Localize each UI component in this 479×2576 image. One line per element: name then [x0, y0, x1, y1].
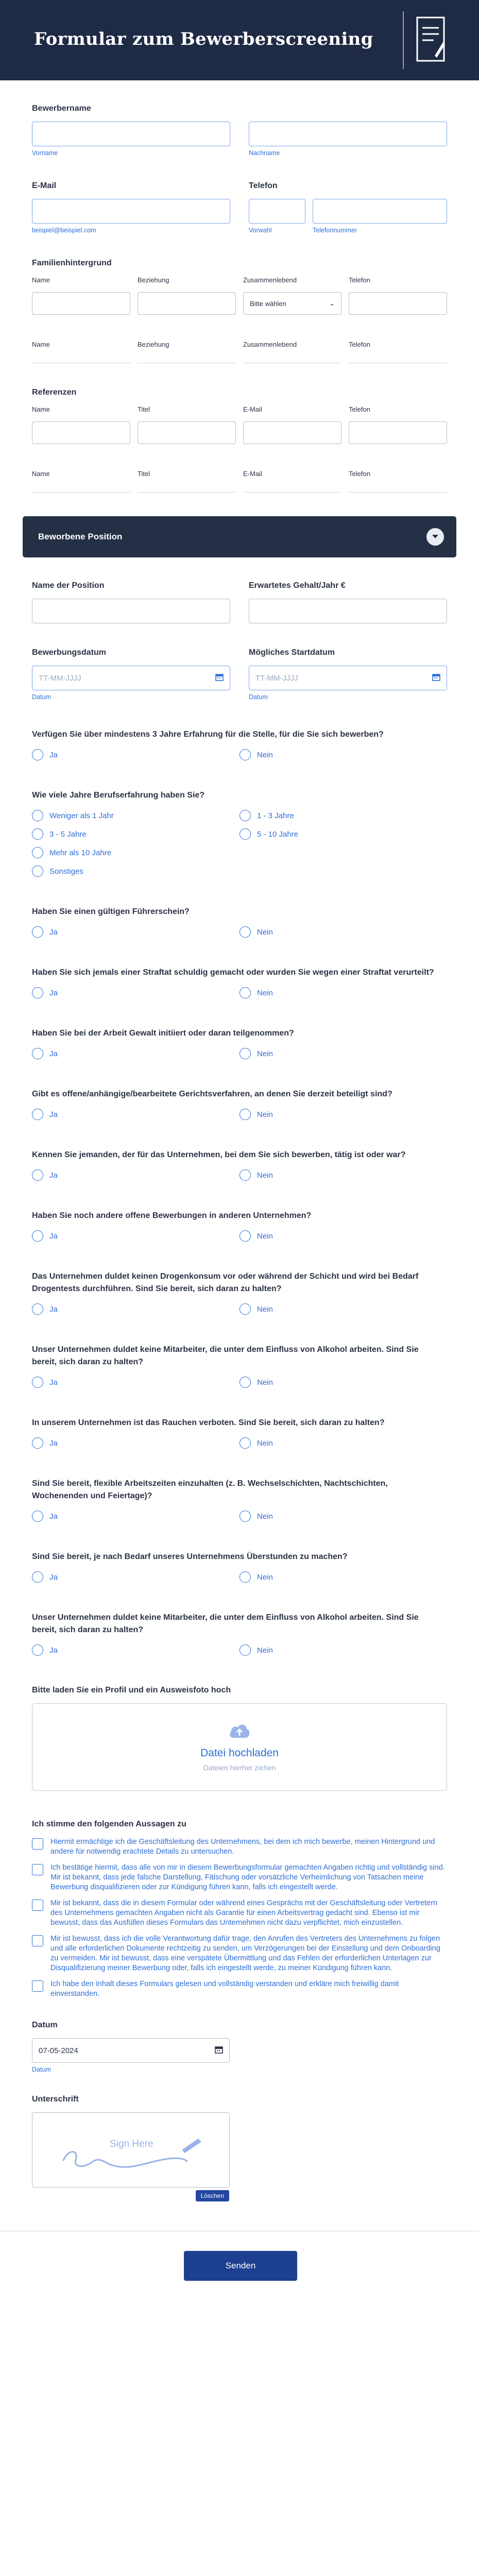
- last-name-sublabel: Nachname: [249, 149, 280, 157]
- radio-no-label: Nein: [257, 1512, 273, 1521]
- collapse-toggle-icon[interactable]: [426, 528, 444, 546]
- ref-col-email: E-Mail: [243, 405, 262, 413]
- radio-circle[interactable]: [239, 1645, 251, 1656]
- radio-circle[interactable]: [239, 1571, 251, 1583]
- family-col-living: Zusammenlebend: [243, 276, 297, 284]
- radio-circle[interactable]: [239, 926, 251, 938]
- family-phone-input[interactable]: [349, 292, 447, 315]
- radio-no-label: Nein: [257, 750, 273, 759]
- radio-no[interactable]: [239, 1048, 447, 1059]
- question-alcohol-policy: [32, 1344, 447, 1388]
- family-row2-phone-label: Telefon: [349, 341, 370, 348]
- question-text: Haben Sie sich jemals einer Straftat schuldig gemacht oder wurden Sie wegen einer Straftat verurteilt?: [32, 968, 434, 977]
- radio-yes[interactable]: [32, 1437, 239, 1449]
- radio-circle[interactable]: [239, 1377, 251, 1388]
- ref-phone-input[interactable]: [349, 421, 447, 444]
- signature-placeholder: Sign Here: [110, 2139, 153, 2149]
- radio-yes[interactable]: [32, 1377, 239, 1388]
- radio-circle[interactable]: [239, 1303, 251, 1315]
- radio-circle[interactable]: [32, 1170, 43, 1181]
- last-name-input[interactable]: [249, 122, 447, 146]
- radio-yes-label: Ja: [49, 988, 58, 997]
- phone-number-input[interactable]: [313, 199, 447, 224]
- document-icon: [403, 11, 456, 69]
- ref-row2-phone[interactable]: [349, 470, 447, 493]
- radio-no[interactable]: [239, 749, 447, 760]
- radio-circle[interactable]: [239, 1230, 251, 1242]
- radio-circle[interactable]: [32, 1109, 43, 1120]
- calendar-icon[interactable]: [432, 673, 440, 683]
- agreement-item[interactable]: [32, 1899, 447, 1928]
- signature-placeholder-graphic: [32, 2113, 230, 2188]
- applicant-name-field: [32, 103, 447, 157]
- question-text: Haben Sie noch andere offene Bewerbungen in anderen Unternehmen?: [32, 1211, 312, 1220]
- radio-no-label: Nein: [257, 1304, 273, 1314]
- radio-circle[interactable]: [32, 1303, 43, 1315]
- radio-yes-label: Ja: [49, 1110, 58, 1119]
- upload-label: Bitte laden Sie ein Profil und ein Ausweisfoto hoch: [32, 1686, 231, 1694]
- family-row2-name[interactable]: [32, 341, 130, 363]
- agreement-text: Hiermit ermächtige ich die Geschäftsleitung des Unternehmens, bei dem ich mich bewerbe, meinen Hintergrund und andere für notwendig erachtete Details zu untersuchen.: [50, 1838, 435, 1856]
- radio-circle[interactable]: [32, 987, 43, 998]
- radio-circle[interactable]: [239, 810, 251, 821]
- radio-circle[interactable]: [32, 1645, 43, 1656]
- radio-yes[interactable]: [32, 987, 239, 998]
- ref-row2-title[interactable]: [138, 470, 236, 493]
- radio-yes[interactable]: [32, 1571, 239, 1583]
- submit-button[interactable]: Senden: [184, 2251, 297, 2281]
- radio-no-label: Nein: [257, 988, 273, 997]
- radio-exp-1[interactable]: [239, 810, 447, 821]
- area-code-sublabel: Vorwahl: [249, 227, 272, 234]
- radio-yes-label: Ja: [49, 927, 58, 937]
- checkbox[interactable]: [32, 1980, 43, 1992]
- question-text: Das Unternehmen duldet keinen Drogenkonsum vor oder während der Schicht und wird bei Bedarf Drogentests durchführen. Sind Sie bereit, sich daran zu halten?: [32, 1272, 419, 1293]
- salary-input[interactable]: [249, 599, 447, 623]
- signature-pad[interactable]: [32, 2112, 230, 2199]
- family-name-input[interactable]: [32, 292, 130, 315]
- family-row2-name-label: Name: [32, 341, 50, 348]
- radio-circle[interactable]: [239, 1170, 251, 1181]
- agreement-text: Ich bestätige hiermit, dass alle von mir in diesem Bewerbungsformular gemachten Angaben richtig und vollständig sind. Mir ist bekannt, dass jede falsche Darstellung, Fälschung oder vorsätzliche Verheimlichung von Tatsachen meine Bewerbung disqualifizieren oder zur Kündigung führen kann, falls ich eingestellt werde.: [50, 1863, 445, 1891]
- question-drivers-license: [32, 906, 447, 938]
- question-text: Unser Unternehmen duldet keine Mitarbeiter, die unter dem Einfluss von Alkohol arbeiten. Sind Sie bereit, sich daran zu halten?: [32, 1613, 419, 1634]
- radio-circle[interactable]: [239, 1511, 251, 1522]
- position-fields: [32, 580, 447, 623]
- question-known-employees: [32, 1149, 447, 1181]
- radio-circle[interactable]: [32, 1230, 43, 1242]
- family-background-table: [32, 258, 447, 363]
- question-text: Haben Sie einen gültigen Führerschein?: [32, 907, 190, 916]
- clear-signature-button[interactable]: Löschen: [196, 2190, 229, 2201]
- radio-no-label: Nein: [257, 927, 273, 937]
- question-overtime: [32, 1551, 447, 1583]
- radio-yes[interactable]: [32, 1048, 239, 1059]
- radio-no[interactable]: [239, 1303, 447, 1315]
- question-text: Verfügen Sie über mindestens 3 Jahre Erfahrung für die Stelle, für die Sie sich bewerben?: [32, 730, 384, 739]
- radio-circle[interactable]: [32, 1571, 43, 1583]
- question-text: Kennen Sie jemanden, der für das Unternehmen, bei dem Sie sich bewerben, tätig ist oder war?: [32, 1150, 406, 1159]
- email-input[interactable]: [32, 199, 230, 224]
- radio-yes[interactable]: [32, 1109, 239, 1120]
- radio-yes-label: Ja: [49, 1171, 58, 1180]
- question-flexible-hours: [32, 1478, 447, 1522]
- radio-exp-5-label: Sonstiges: [49, 867, 83, 876]
- question-text: In unserem Unternehmen ist das Rauchen verboten. Sind Sie bereit, sich daran zu halten?: [32, 1418, 385, 1427]
- radio-yes[interactable]: [32, 1303, 239, 1315]
- calendar-icon[interactable]: [215, 673, 224, 683]
- family-background-label: Familienhintergrund: [32, 259, 112, 267]
- radio-exp-1-label: 1 - 3 Jahre: [257, 811, 294, 820]
- checkbox[interactable]: [32, 1900, 43, 1911]
- radio-exp-5[interactable]: [32, 866, 239, 877]
- position-section-title: Beworbene Position: [38, 532, 123, 541]
- checkbox[interactable]: [32, 1864, 43, 1875]
- question-court-proceedings: [32, 1088, 447, 1120]
- radio-yes-label: Ja: [49, 1304, 58, 1314]
- ref-col-phone: Telefon: [349, 405, 370, 413]
- chevron-down-icon: ⌄: [329, 299, 335, 307]
- radio-yes-label: Ja: [49, 1512, 58, 1521]
- radio-exp-4-label: Mehr als 10 Jahre: [49, 848, 112, 857]
- radio-no-label: Nein: [257, 1171, 273, 1180]
- radio-circle[interactable]: [32, 749, 43, 760]
- radio-circle[interactable]: [32, 926, 43, 938]
- radio-circle[interactable]: [32, 828, 43, 840]
- question-text: Sind Sie bereit, flexible Arbeitszeiten einzuhalten (z. B. Wechselschichten, Nachtschichten, Wochenenden und Feiertage)?: [32, 1479, 388, 1500]
- question-text: Wie viele Jahre Berufserfahrung haben Sie?: [32, 791, 205, 800]
- radio-circle[interactable]: [239, 1109, 251, 1120]
- radio-yes-label: Ja: [49, 1378, 58, 1387]
- radio-yes-label: Ja: [49, 1646, 58, 1655]
- radio-yes-label: Ja: [49, 1049, 58, 1058]
- radio-no-label: Nein: [257, 1572, 273, 1582]
- radio-yes-label: Ja: [49, 1231, 58, 1241]
- agreement-checkboxes: [32, 1819, 447, 1999]
- date-sublabel: Datum: [32, 2066, 51, 2073]
- agreement-item[interactable]: [32, 1979, 447, 1999]
- phone-label: Telefon: [249, 181, 278, 190]
- radio-yes[interactable]: [32, 1230, 239, 1242]
- radio-circle[interactable]: [32, 810, 43, 821]
- family-row2-living-label: Zusammenlebend: [243, 341, 297, 348]
- family-living-select-value: Bitte wählen: [250, 299, 286, 308]
- radio-circle[interactable]: [32, 1437, 43, 1449]
- email-label: E-Mail: [32, 181, 57, 190]
- ref-row2-phone-label: Telefon: [349, 470, 370, 478]
- calendar-icon[interactable]: [215, 2045, 223, 2056]
- radio-circle[interactable]: [32, 847, 43, 858]
- ref-title-input[interactable]: [138, 421, 236, 444]
- ref-row2-email-label: E-Mail: [243, 470, 262, 478]
- date-field: [32, 2020, 447, 2073]
- position-name-label: Name der Position: [32, 581, 105, 590]
- ref-name-input[interactable]: [32, 421, 130, 444]
- radio-circle[interactable]: [239, 1437, 251, 1449]
- family-relation-input[interactable]: [138, 292, 236, 315]
- question-drug-policy: [32, 1270, 447, 1315]
- form-header: [0, 0, 479, 80]
- family-row2-phone[interactable]: [349, 341, 447, 363]
- phone-number-sublabel: Telefonnummer: [313, 227, 357, 234]
- radio-no[interactable]: [239, 1437, 447, 1449]
- question-text: Unser Unternehmen duldet keine Mitarbeiter, die unter dem Einfluss von Alkohol arbeiten. Sind Sie bereit, sich daran zu halten?: [32, 1345, 419, 1366]
- radio-no[interactable]: [239, 1645, 447, 1656]
- apply-date-input[interactable]: [32, 666, 230, 690]
- family-row2-living[interactable]: [243, 341, 341, 363]
- radio-exp-0[interactable]: [32, 810, 239, 821]
- radio-exp-4[interactable]: [32, 847, 239, 858]
- radio-circle[interactable]: [239, 1048, 251, 1059]
- form-footer: [0, 2231, 479, 2563]
- ref-row2-name-label: Name: [32, 470, 50, 478]
- radio-circle[interactable]: [32, 1048, 43, 1059]
- file-upload-dropzone[interactable]: [32, 1703, 447, 1791]
- start-date-sublabel: Datum: [249, 693, 268, 701]
- date-value: 07-05-2024: [39, 2046, 78, 2055]
- radio-no[interactable]: [239, 987, 447, 998]
- radio-circle[interactable]: [239, 749, 251, 760]
- agreement-item[interactable]: [32, 1934, 447, 1973]
- agreement-text: Ich habe den Inhalt dieses Formulars gelesen und vollständig verstanden und erkläre mich freiwillig damit einverstanden.: [50, 1980, 399, 1998]
- applicant-name-label: Bewerbername: [32, 104, 91, 113]
- radio-circle[interactable]: [32, 1377, 43, 1388]
- agreement-item[interactable]: [32, 1863, 447, 1892]
- radio-yes[interactable]: [32, 1170, 239, 1181]
- radio-yes[interactable]: [32, 1511, 239, 1522]
- agreement-item[interactable]: [32, 1837, 447, 1857]
- form-title: Formular zum Bewerberscreening: [34, 29, 373, 49]
- salary-label: Erwartetes Gehalt/Jahr €: [249, 581, 346, 590]
- radio-yes-label: Ja: [49, 1572, 58, 1582]
- ref-email-input[interactable]: [243, 421, 341, 444]
- question-other-applications: [32, 1210, 447, 1242]
- family-col-relation: Beziehung: [138, 276, 169, 284]
- radio-exp-2-label: 3 - 5 Jahre: [49, 829, 87, 839]
- ref-row2-name[interactable]: [32, 470, 130, 493]
- question-alcohol-policy-2: [32, 1612, 447, 1656]
- first-name-sublabel: Vorname: [32, 149, 58, 157]
- radio-exp-3[interactable]: [239, 828, 447, 840]
- apply-date-sublabel: Datum: [32, 693, 51, 701]
- start-date-label: Mögliches Startdatum: [249, 648, 335, 657]
- radio-circle[interactable]: [239, 987, 251, 998]
- radio-exp-3-label: 5 - 10 Jahre: [257, 829, 299, 839]
- upload-title: Datei hochladen: [200, 1747, 279, 1759]
- radio-yes-label: Ja: [49, 750, 58, 759]
- radio-no[interactable]: [239, 1571, 447, 1583]
- question-experience-years: [32, 789, 447, 877]
- question-text: Sind Sie bereit, je nach Bedarf unseres Unternehmens Überstunden zu machen?: [32, 1552, 348, 1561]
- signature-field: [32, 2094, 447, 2199]
- radio-circle[interactable]: [32, 866, 43, 877]
- form-body: [0, 80, 479, 2199]
- first-name-input[interactable]: [32, 122, 230, 146]
- radio-yes-label: Ja: [49, 1438, 58, 1448]
- radio-circle[interactable]: [32, 1511, 43, 1522]
- ref-row2-email[interactable]: [243, 470, 341, 493]
- question-workplace-violence: [32, 1027, 447, 1059]
- question-text: Haben Sie bei der Arbeit Gewalt initiiert oder daran teilgenommen?: [32, 1029, 294, 1038]
- radio-no[interactable]: [239, 1377, 447, 1388]
- family-row2-relation[interactable]: [138, 341, 236, 363]
- radio-no[interactable]: [239, 1230, 447, 1242]
- checkbox[interactable]: [32, 1935, 43, 1946]
- signature-label: Unterschrift: [32, 2095, 79, 2104]
- radio-no-label: Nein: [257, 1231, 273, 1241]
- file-upload-field: [32, 1685, 447, 1791]
- position-name-input[interactable]: [32, 599, 230, 623]
- radio-yes[interactable]: [32, 1645, 239, 1656]
- question-criminal-record: [32, 967, 447, 998]
- cloud-upload-icon: [228, 1722, 251, 1741]
- family-col-phone: Telefon: [349, 276, 370, 284]
- question-experience-3-years: [32, 728, 447, 760]
- radio-exp-0-label: Weniger als 1 Jahr: [49, 811, 114, 820]
- references-table: [32, 387, 447, 493]
- question-text: Gibt es offene/anhängige/bearbeitete Gerichtsverfahren, an denen Sie derzeit beteiligt sind?: [32, 1090, 392, 1098]
- family-row2-relation-label: Beziehung: [138, 341, 169, 348]
- radio-circle[interactable]: [239, 828, 251, 840]
- date-input[interactable]: [32, 2038, 230, 2063]
- radio-no-label: Nein: [257, 1438, 273, 1448]
- radio-no-label: Nein: [257, 1049, 273, 1058]
- family-living-select[interactable]: [243, 292, 341, 315]
- radio-no[interactable]: [239, 1109, 447, 1120]
- apply-date-placeholder: TT-MM-JJJJ: [39, 673, 81, 683]
- radio-no-label: Nein: [257, 1110, 273, 1119]
- ref-col-title: Titel: [138, 405, 150, 413]
- position-section-header[interactable]: [23, 516, 456, 557]
- references-label: Referenzen: [32, 388, 77, 397]
- agreement-label: Ich stimme den folgenden Aussagen zu: [32, 1820, 186, 1828]
- upload-subtitle: Dateien hierher ziehen: [203, 1764, 276, 1772]
- radio-no[interactable]: [239, 926, 447, 938]
- radio-no-label: Nein: [257, 1646, 273, 1655]
- checkbox[interactable]: [32, 1838, 43, 1850]
- radio-yes[interactable]: [32, 749, 239, 760]
- agreement-text: Mir ist bewusst, dass ich die volle Verantwortung dafür trage, den Anrufen des Vertreters des Unternehmens zu folgen und alle erforderlichen Dokumente rechtzeitig zu senden, um Verzögerungen bei der Einstellung und dem Onboarding zu vermeiden. Mir ist bewusst, dass eine verspätete Übermittlung und das Fehlen der erforderlichen Unterlagen zur Disqualifizierung meiner Bewerbung oder, falls ich eingestellt werde, zu meiner Kündigung führen kann.: [50, 1935, 440, 1972]
- date-label: Datum: [32, 2021, 58, 2029]
- area-code-input[interactable]: [249, 199, 305, 224]
- radio-no-label: Nein: [257, 1378, 273, 1387]
- start-date-input[interactable]: [249, 666, 447, 690]
- date-fields: [32, 647, 447, 701]
- radio-no[interactable]: [239, 1511, 447, 1522]
- family-col-name: Name: [32, 276, 50, 284]
- contact-fields: [32, 180, 447, 234]
- radio-no[interactable]: [239, 1170, 447, 1181]
- ref-row2-title-label: Titel: [138, 470, 150, 478]
- ref-col-name: Name: [32, 405, 50, 413]
- radio-exp-2[interactable]: [32, 828, 239, 840]
- agreement-text: Mir ist bekannt, dass die in diesem Formular oder während eines Gesprächs mit der Geschäftsleitung oder Vertretern des Unternehmens gemachten Angaben nicht als Garantie für einen Arbeitsvertrag gedacht sind. Ebenso ist mir bewusst, dass das Ausfüllen dieses Formulars das Unternehmen nicht dazu verpflichtet, mich einzustellen.: [50, 1899, 438, 1927]
- radio-yes[interactable]: [32, 926, 239, 938]
- email-sublabel: beispiel@beispiel.com: [32, 227, 96, 234]
- apply-date-label: Bewerbungsdatum: [32, 648, 107, 657]
- start-date-placeholder: TT-MM-JJJJ: [255, 673, 298, 683]
- question-smoking-policy: [32, 1417, 447, 1449]
